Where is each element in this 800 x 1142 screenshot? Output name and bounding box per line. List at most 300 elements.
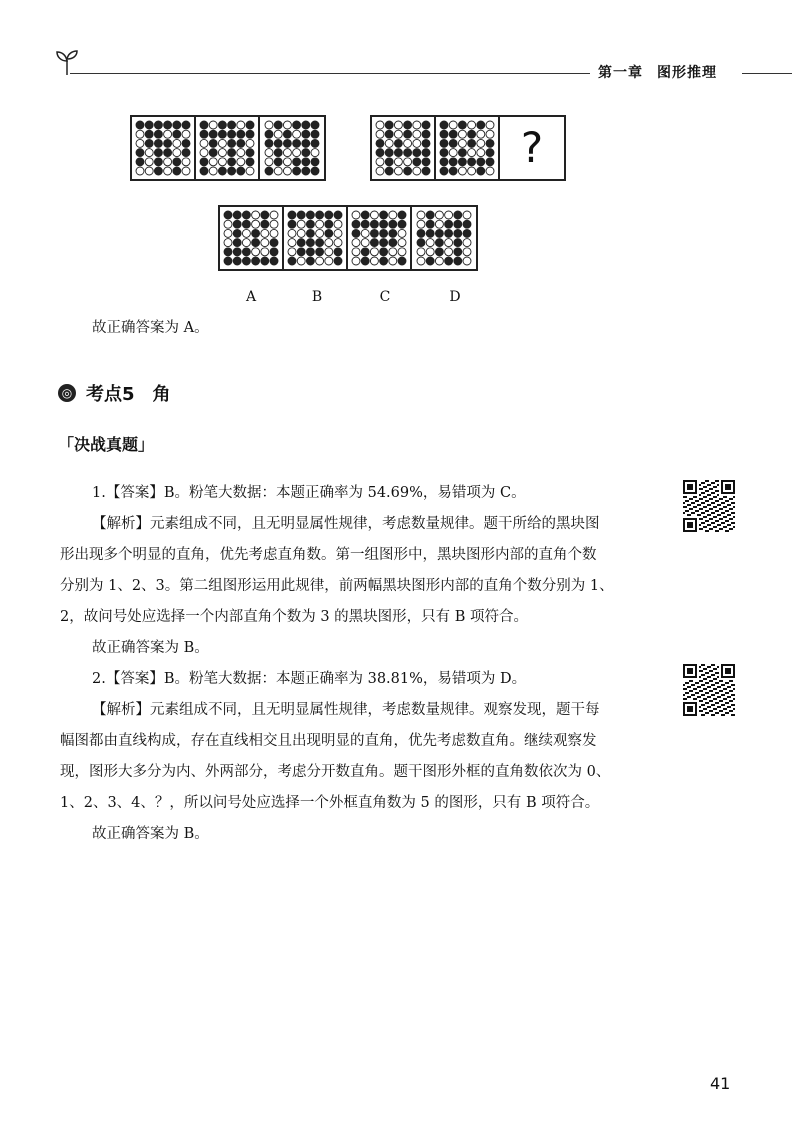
dot bbox=[468, 121, 476, 129]
dot bbox=[209, 149, 217, 157]
dot bbox=[182, 167, 190, 175]
dot bbox=[440, 139, 448, 147]
dot bbox=[385, 158, 393, 166]
dot bbox=[252, 211, 260, 219]
dot bbox=[445, 248, 453, 256]
dot bbox=[361, 257, 369, 265]
dot bbox=[200, 167, 208, 175]
dot bbox=[297, 239, 305, 247]
dot bbox=[426, 220, 434, 228]
dot bbox=[352, 229, 360, 237]
dot bbox=[477, 130, 485, 138]
dot bbox=[389, 257, 397, 265]
dot bbox=[426, 248, 434, 256]
dot bbox=[422, 167, 430, 175]
dot bbox=[173, 130, 181, 138]
dot bbox=[477, 167, 485, 175]
dot bbox=[288, 248, 296, 256]
dot bbox=[246, 139, 254, 147]
dot bbox=[252, 239, 260, 247]
option-d-label: D bbox=[449, 289, 461, 305]
dot bbox=[154, 158, 162, 166]
dot bbox=[440, 158, 448, 166]
dot bbox=[173, 149, 181, 157]
dot bbox=[293, 167, 301, 175]
figure-1 bbox=[132, 117, 196, 179]
dot bbox=[352, 211, 360, 219]
dot bbox=[458, 167, 466, 175]
qr-code-icon[interactable] bbox=[683, 480, 735, 532]
dot bbox=[261, 257, 269, 265]
dot bbox=[385, 149, 393, 157]
dot bbox=[463, 257, 471, 265]
dot bbox=[261, 211, 269, 219]
dot bbox=[246, 121, 254, 129]
dot bbox=[376, 167, 384, 175]
dot bbox=[306, 229, 314, 237]
dot bbox=[422, 121, 430, 129]
dot bbox=[334, 211, 342, 219]
dot bbox=[449, 121, 457, 129]
header-rule bbox=[70, 73, 590, 74]
dot bbox=[252, 229, 260, 237]
dot bbox=[242, 239, 250, 247]
dot bbox=[200, 121, 208, 129]
dot bbox=[293, 121, 301, 129]
dot bbox=[394, 167, 402, 175]
dot bbox=[325, 211, 333, 219]
dot bbox=[454, 229, 462, 237]
dot bbox=[361, 211, 369, 219]
dot bbox=[237, 139, 245, 147]
item-1-conclusion: 故正确答案为 B。 bbox=[92, 640, 209, 656]
dot bbox=[228, 139, 236, 147]
dot bbox=[224, 257, 232, 265]
dot bbox=[306, 220, 314, 228]
dot bbox=[274, 167, 282, 175]
dot bbox=[458, 130, 466, 138]
dot bbox=[370, 257, 378, 265]
dot bbox=[288, 220, 296, 228]
dot bbox=[417, 257, 425, 265]
dot bbox=[233, 220, 241, 228]
dot bbox=[398, 239, 406, 247]
dot bbox=[154, 121, 162, 129]
dot bbox=[261, 229, 269, 237]
dot bbox=[316, 248, 324, 256]
dot bbox=[334, 239, 342, 247]
dot bbox=[458, 121, 466, 129]
dot bbox=[334, 257, 342, 265]
option-c-figure bbox=[348, 207, 412, 269]
dot bbox=[440, 167, 448, 175]
dot bbox=[164, 158, 172, 166]
dot bbox=[404, 139, 412, 147]
dot bbox=[237, 167, 245, 175]
dot bbox=[325, 220, 333, 228]
dot bbox=[173, 158, 181, 166]
dot bbox=[325, 229, 333, 237]
dot bbox=[283, 149, 291, 157]
dot bbox=[376, 139, 384, 147]
dot bbox=[449, 130, 457, 138]
dot bbox=[486, 158, 494, 166]
dot bbox=[404, 130, 412, 138]
dot bbox=[486, 121, 494, 129]
qr-code-icon[interactable] bbox=[683, 664, 735, 716]
dot bbox=[477, 121, 485, 129]
dot bbox=[145, 167, 153, 175]
question-group-2 bbox=[370, 115, 566, 181]
dot bbox=[164, 139, 172, 147]
subheading-text: 决战真题 bbox=[74, 435, 139, 454]
dot bbox=[352, 220, 360, 228]
dot bbox=[265, 167, 273, 175]
sprout-icon bbox=[55, 48, 79, 76]
section-heading bbox=[58, 380, 171, 406]
dot bbox=[224, 220, 232, 228]
dot bbox=[404, 158, 412, 166]
dot bbox=[486, 149, 494, 157]
dot bbox=[361, 220, 369, 228]
dot bbox=[445, 257, 453, 265]
dot bbox=[468, 158, 476, 166]
dot bbox=[352, 248, 360, 256]
dot bbox=[145, 139, 153, 147]
dot bbox=[325, 257, 333, 265]
dot bbox=[413, 158, 421, 166]
dot bbox=[454, 248, 462, 256]
dot bbox=[435, 257, 443, 265]
dot bbox=[145, 149, 153, 157]
dot bbox=[283, 121, 291, 129]
options-strip bbox=[218, 205, 478, 271]
dot bbox=[376, 121, 384, 129]
dot bbox=[182, 149, 190, 157]
dot bbox=[252, 257, 260, 265]
item-1-analysis-line-1: 【解析】元素组成不同，且无明显属性规律，考虑数量规律。题干所给的黑块图 bbox=[92, 516, 600, 532]
dot bbox=[404, 121, 412, 129]
dot bbox=[422, 158, 430, 166]
dot bbox=[316, 229, 324, 237]
option-d-figure bbox=[412, 207, 476, 269]
dot bbox=[302, 139, 310, 147]
dot bbox=[389, 239, 397, 247]
header-rule-right bbox=[742, 73, 792, 74]
dot bbox=[422, 139, 430, 147]
dot bbox=[270, 239, 278, 247]
dot bbox=[311, 167, 319, 175]
chapter-label: 第一章 bbox=[598, 65, 643, 81]
dot bbox=[297, 257, 305, 265]
dot bbox=[261, 248, 269, 256]
item-1-answer: 1.【答案】B。粉笔大数据：本题正确率为 54.69%，易错项为 C。 bbox=[92, 485, 526, 501]
dot bbox=[293, 149, 301, 157]
dot bbox=[237, 158, 245, 166]
option-b-figure bbox=[284, 207, 348, 269]
dot bbox=[376, 158, 384, 166]
dot bbox=[274, 121, 282, 129]
dot bbox=[145, 121, 153, 129]
dot bbox=[454, 211, 462, 219]
dot bbox=[237, 149, 245, 157]
dot bbox=[164, 121, 172, 129]
dot bbox=[361, 239, 369, 247]
dot bbox=[398, 229, 406, 237]
dot bbox=[380, 239, 388, 247]
dot bbox=[293, 158, 301, 166]
dot bbox=[237, 130, 245, 138]
dot bbox=[233, 211, 241, 219]
dot bbox=[209, 167, 217, 175]
dot bbox=[389, 211, 397, 219]
item-2-conclusion: 故正确答案为 B。 bbox=[92, 826, 209, 842]
dot bbox=[454, 239, 462, 247]
dot bbox=[228, 121, 236, 129]
dot bbox=[417, 211, 425, 219]
dot bbox=[154, 139, 162, 147]
dot bbox=[274, 149, 282, 157]
dot bbox=[486, 130, 494, 138]
dot bbox=[361, 229, 369, 237]
figure-3 bbox=[260, 117, 324, 179]
figure-5 bbox=[436, 117, 500, 179]
dot bbox=[182, 130, 190, 138]
dot bbox=[265, 158, 273, 166]
dot bbox=[385, 167, 393, 175]
section-bullet-icon: ◎ bbox=[58, 384, 76, 402]
dot bbox=[394, 121, 402, 129]
dot bbox=[209, 121, 217, 129]
dot bbox=[200, 139, 208, 147]
dot bbox=[376, 130, 384, 138]
dot bbox=[228, 158, 236, 166]
dot bbox=[293, 130, 301, 138]
dot bbox=[426, 257, 434, 265]
dot bbox=[334, 248, 342, 256]
dot bbox=[380, 248, 388, 256]
chapter-title: 图形推理 bbox=[657, 65, 717, 81]
dot bbox=[463, 248, 471, 256]
dot bbox=[445, 220, 453, 228]
dot bbox=[426, 211, 434, 219]
dot bbox=[376, 149, 384, 157]
dot bbox=[270, 220, 278, 228]
dot bbox=[224, 211, 232, 219]
dot bbox=[380, 257, 388, 265]
dot bbox=[468, 149, 476, 157]
dot bbox=[398, 248, 406, 256]
dot bbox=[302, 167, 310, 175]
dot bbox=[228, 167, 236, 175]
dot bbox=[435, 239, 443, 247]
dot bbox=[385, 130, 393, 138]
dot bbox=[311, 121, 319, 129]
dot bbox=[200, 130, 208, 138]
dot bbox=[164, 130, 172, 138]
dot bbox=[218, 167, 226, 175]
dot bbox=[413, 121, 421, 129]
dot bbox=[145, 158, 153, 166]
dot bbox=[270, 248, 278, 256]
dot bbox=[252, 220, 260, 228]
dot bbox=[380, 229, 388, 237]
dot bbox=[136, 167, 144, 175]
dot bbox=[164, 167, 172, 175]
dot bbox=[283, 158, 291, 166]
dot bbox=[237, 121, 245, 129]
dot bbox=[274, 158, 282, 166]
dot bbox=[385, 139, 393, 147]
dot bbox=[306, 257, 314, 265]
dot bbox=[389, 248, 397, 256]
dot bbox=[435, 229, 443, 237]
dot bbox=[435, 220, 443, 228]
dot bbox=[200, 158, 208, 166]
dot bbox=[297, 220, 305, 228]
dot bbox=[413, 149, 421, 157]
dot bbox=[463, 220, 471, 228]
dot bbox=[422, 149, 430, 157]
dot bbox=[361, 248, 369, 256]
dot bbox=[274, 139, 282, 147]
dot bbox=[426, 239, 434, 247]
dot bbox=[316, 220, 324, 228]
dot bbox=[233, 248, 241, 256]
dot bbox=[136, 130, 144, 138]
option-a-figure bbox=[220, 207, 284, 269]
dot bbox=[486, 167, 494, 175]
dot bbox=[246, 167, 254, 175]
dot bbox=[270, 257, 278, 265]
item-1-analysis-line-4: 2，故问号处应选择一个内部直角个数为 3 的黑块图形，只有 B 项符合。 bbox=[60, 609, 529, 625]
dot bbox=[477, 139, 485, 147]
item-2-analysis-line-4: 1、2、3、4、？，所以问号处应选择一个外框直角数为 5 的图形，只有 B 项符合。 bbox=[60, 795, 600, 811]
dot bbox=[136, 121, 144, 129]
dot bbox=[477, 158, 485, 166]
dot bbox=[385, 121, 393, 129]
dot bbox=[209, 139, 217, 147]
dot bbox=[224, 229, 232, 237]
dot bbox=[242, 229, 250, 237]
dot bbox=[316, 239, 324, 247]
dot bbox=[394, 149, 402, 157]
dot bbox=[440, 121, 448, 129]
dot bbox=[283, 139, 291, 147]
dot bbox=[370, 248, 378, 256]
dot bbox=[246, 158, 254, 166]
dot bbox=[417, 239, 425, 247]
dot bbox=[417, 248, 425, 256]
dot bbox=[246, 130, 254, 138]
dot bbox=[422, 130, 430, 138]
dot bbox=[352, 239, 360, 247]
chapter-header bbox=[598, 62, 731, 82]
dot bbox=[449, 167, 457, 175]
dot bbox=[242, 248, 250, 256]
dot bbox=[288, 229, 296, 237]
dot bbox=[440, 130, 448, 138]
dot bbox=[449, 158, 457, 166]
dot bbox=[311, 130, 319, 138]
dot bbox=[173, 167, 181, 175]
dot bbox=[306, 211, 314, 219]
item-2-answer: 2.【答案】B。粉笔大数据：本题正确率为 38.81%，易错项为 D。 bbox=[92, 671, 527, 687]
question-group-1 bbox=[130, 115, 326, 181]
dot bbox=[398, 257, 406, 265]
dot bbox=[458, 139, 466, 147]
figure-question bbox=[500, 117, 564, 179]
option-b-label: B bbox=[311, 289, 323, 305]
dot bbox=[224, 239, 232, 247]
dot bbox=[228, 130, 236, 138]
dot bbox=[136, 139, 144, 147]
item-2-analysis-line-1: 【解析】元素组成不同，且无明显属性规律，考虑数量规律。观察发现，题干每 bbox=[92, 702, 600, 718]
dot bbox=[426, 229, 434, 237]
dot bbox=[311, 139, 319, 147]
item-2-analysis-line-2: 幅图都由直线构成，存在直线相交且出现明显的直角，优先考虑数直角。继续观察发 bbox=[60, 733, 597, 749]
dot bbox=[283, 130, 291, 138]
dot bbox=[394, 139, 402, 147]
dot bbox=[445, 239, 453, 247]
dot bbox=[270, 211, 278, 219]
dot bbox=[389, 229, 397, 237]
dot bbox=[182, 139, 190, 147]
dot bbox=[173, 139, 181, 147]
dot bbox=[233, 239, 241, 247]
dot bbox=[370, 220, 378, 228]
previous-answer: 故正确答案为 A。 bbox=[92, 320, 209, 336]
dot bbox=[352, 257, 360, 265]
bracket-open: 「 bbox=[58, 435, 75, 454]
item-1-analysis-line-3: 分别为 1、2、3。第二组图形运用此规律，前两幅黑块图形内部的直角个数分别为 1、 bbox=[60, 578, 614, 594]
dot bbox=[413, 130, 421, 138]
dot bbox=[458, 149, 466, 157]
figure-2 bbox=[196, 117, 260, 179]
option-c-label: C bbox=[379, 289, 391, 305]
dot bbox=[218, 158, 226, 166]
dot bbox=[449, 139, 457, 147]
dot bbox=[445, 229, 453, 237]
dot bbox=[380, 220, 388, 228]
dot bbox=[182, 158, 190, 166]
dot bbox=[288, 211, 296, 219]
dot bbox=[468, 167, 476, 175]
dot bbox=[136, 158, 144, 166]
dot bbox=[283, 167, 291, 175]
dot bbox=[417, 220, 425, 228]
dot bbox=[435, 248, 443, 256]
dot bbox=[306, 239, 314, 247]
dot bbox=[182, 121, 190, 129]
dot bbox=[435, 211, 443, 219]
dot bbox=[265, 149, 273, 157]
dot bbox=[398, 220, 406, 228]
dot bbox=[173, 121, 181, 129]
dot bbox=[218, 139, 226, 147]
dot bbox=[468, 130, 476, 138]
dot bbox=[413, 167, 421, 175]
dot bbox=[370, 211, 378, 219]
bracket-close: 」 bbox=[138, 435, 155, 454]
dot bbox=[302, 158, 310, 166]
dot bbox=[261, 239, 269, 247]
dot bbox=[228, 149, 236, 157]
dot bbox=[394, 158, 402, 166]
dot bbox=[398, 211, 406, 219]
dot bbox=[463, 239, 471, 247]
dot bbox=[404, 149, 412, 157]
